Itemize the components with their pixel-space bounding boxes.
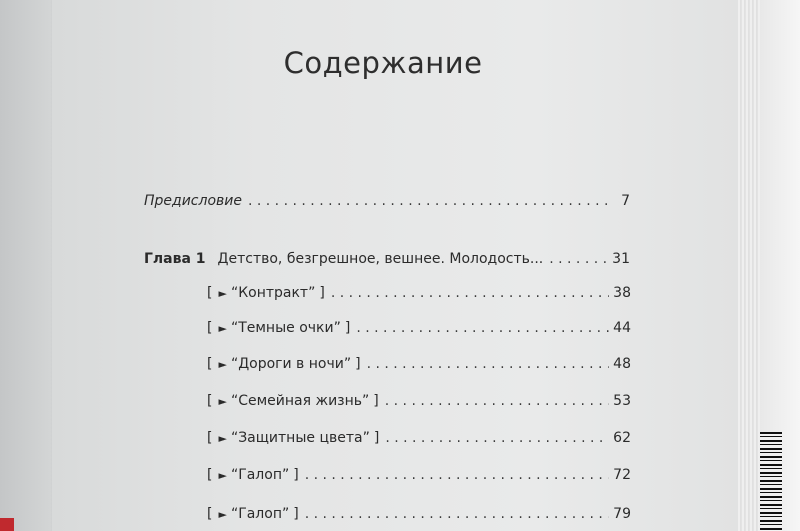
open-bracket: [	[207, 320, 213, 336]
open-bracket: [	[207, 506, 213, 522]
barcode-strip	[760, 432, 782, 531]
toc-entry-section	[207, 506, 631, 528]
section-page-number: 62	[613, 430, 631, 446]
play-arrow-icon: ►	[218, 358, 227, 371]
open-bracket: [	[207, 467, 213, 483]
section-page-number: 38	[613, 285, 631, 301]
section-page-number: 48	[613, 356, 631, 372]
toc-heading: Содержание	[283, 46, 483, 80]
play-arrow-icon: ►	[218, 432, 227, 445]
toc-entry-section	[207, 467, 631, 489]
dot-leader	[331, 285, 609, 301]
chapter-title: Детство, безгрешное, вешнее. Молодость...	[217, 251, 544, 267]
close-bracket: ]	[293, 506, 299, 522]
preface-page-number: 7	[621, 193, 630, 209]
section-page-number: 44	[613, 320, 631, 336]
dot-leader	[305, 506, 609, 522]
toc-entry-preface	[144, 193, 630, 215]
open-bracket: [	[207, 393, 213, 409]
close-bracket: ]	[293, 467, 299, 483]
dot-leader	[549, 251, 608, 267]
toc-entry-chapter-1	[144, 251, 630, 273]
section-title: “Темные очки”	[230, 320, 341, 336]
section-title: “Контракт”	[230, 285, 316, 301]
close-bracket: ]	[373, 393, 379, 409]
chapter-label: Глава 1	[144, 251, 206, 267]
section-page-number: 72	[613, 467, 631, 483]
toc-entry-section	[207, 356, 631, 378]
toc-entry-section	[207, 430, 631, 452]
dot-leader	[248, 193, 612, 209]
dot-leader	[356, 320, 609, 336]
chapter-page-number: 31	[612, 251, 630, 267]
preface-label: Предисловие	[144, 193, 242, 209]
section-title: “Галоп”	[230, 506, 290, 522]
toc-entry-section	[207, 320, 631, 342]
section-title: “Галоп”	[230, 467, 290, 483]
section-page-number: 79	[613, 506, 631, 522]
open-bracket: [	[207, 356, 213, 372]
play-arrow-icon: ►	[218, 395, 227, 408]
close-bracket: ]	[344, 320, 351, 336]
play-arrow-icon: ►	[218, 469, 227, 482]
play-arrow-icon: ►	[218, 508, 227, 521]
close-bracket: ]	[373, 430, 380, 446]
section-title: “Семейная жизнь”	[230, 393, 370, 409]
section-page-number: 53	[613, 393, 631, 409]
play-arrow-icon: ►	[218, 322, 227, 335]
close-bracket: ]	[319, 285, 325, 301]
section-title: “Защитные цвета”	[230, 430, 370, 446]
dot-leader	[385, 393, 609, 409]
open-bracket: [	[207, 430, 213, 446]
open-bracket: [	[207, 285, 213, 301]
section-title: “Дороги в ночи”	[230, 356, 352, 372]
close-bracket: ]	[355, 356, 361, 372]
play-arrow-icon: ►	[218, 287, 227, 300]
dot-leader	[385, 430, 609, 446]
dot-leader	[305, 467, 609, 483]
dot-leader	[367, 356, 610, 372]
toc-entry-section	[207, 393, 631, 415]
toc-entry-section	[207, 285, 631, 307]
red-corner-mark	[0, 518, 14, 531]
